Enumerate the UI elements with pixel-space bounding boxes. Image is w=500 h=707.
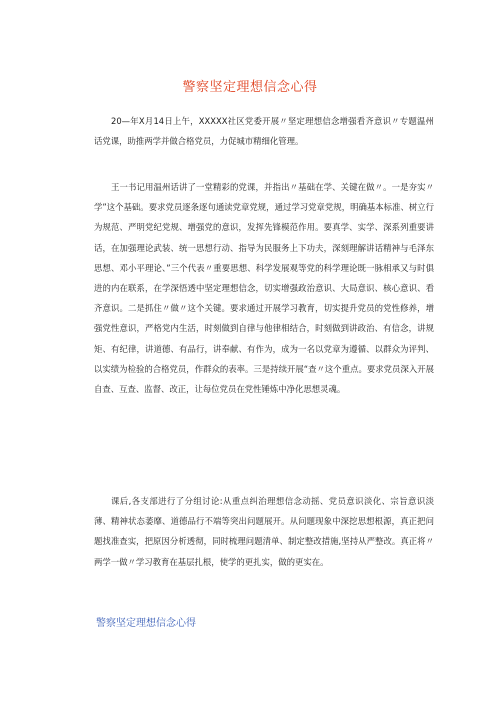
- paragraph-intro: 20—年X月14日上午，XXXXX社区党委开展〃坚定理想信念增强看齐意识〃专题温州话党课，助推两学并做合格党员，力促城市精细化管理。: [94, 116, 434, 147]
- document-title: 警察坚定理想信念心得: [182, 80, 318, 95]
- paragraph-lecture: 王一书记用温州话讲了一堂精彩的党课，并指出〃基础在学、关键在做〃。一是夯实〃学”这个基础。要求党员逐条逐句通读党章党规，通过学习党章党规，明确基本标准、树立行为规范、严明党纪党规、增强党的意识，发挥先锋模范作用。要真学、实学、深系列重要讲话，在加强理论武装、统一思想行动、指导为民服务上下功夫，深刻理解讲话精神与毛泽东思想、邓小平理论、”三个代表〃重要思想、科学发展观等党的科学理论既一脉相承又与时俱进的内在联系，在学深悟透中坚定理想信念，切实增强政治意识、大局意识、核心意识、看齐意识。二是抓住〃做〃这个关键。要求通过开展学习教育，切实提升党员的党性修养，增强党性意识，严格党内生活，时刻做到自律与他律相结合，时刻做到讲政治、有信念，讲规矩、有纪律，讲道德、有品行，讲奉献、有作为，成为一名以党章为遵循、以群众为评判、以实绩为检验的合格党员，作群众的表率。三是持续开展“查〃这个重点。要求党员深入开展自查、互查、监督、改正，让每位党员在党性锤炼中净化思想灵魂。: [94, 182, 434, 395]
- paragraph-discussion: 课后,各支部进行了分组讨论:从重点纠治理想信念动摇、党员意识淡化、宗旨意识淡薄、精神状态萎靡、道德品行不端等突出问题展开。从问题现象中深挖思想根源，真正把问题找准查实，把原因分析透彻，同时梳理问题清单、制定整改措施,坚持从严整改。真正将〃两学一做〃学习教育在基层扎根，使学的更扎实，做的更实在。: [94, 496, 434, 567]
- section-subheading: 警察坚定理想信念心得: [96, 618, 196, 629]
